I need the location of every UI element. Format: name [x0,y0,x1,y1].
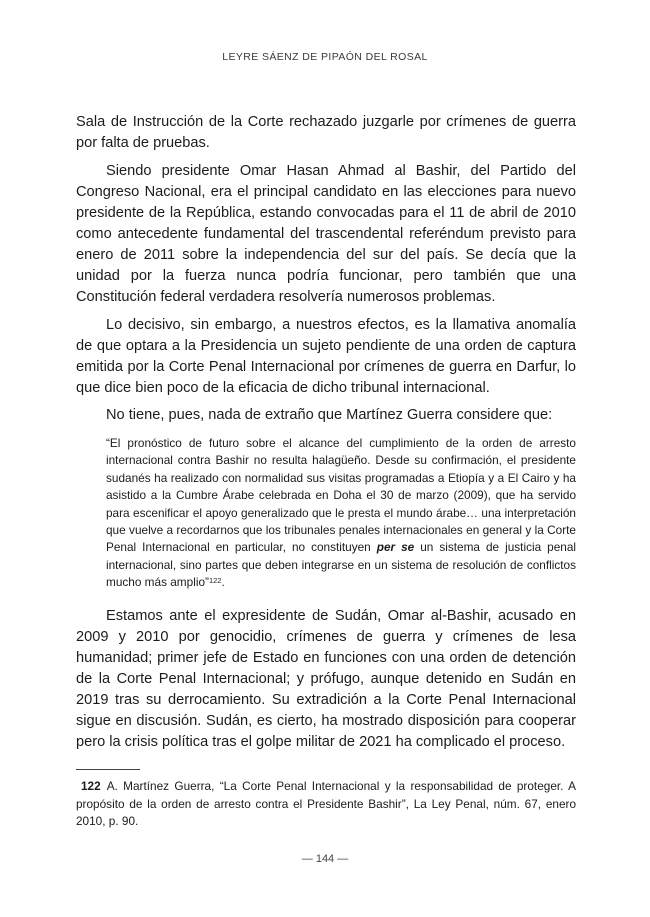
paragraph-5: Estamos ante el expresidente de Sudán, Omar al-Bashir, acusado en 2009 y 2010 por genocidio, crímenes de guerra y crímenes de lesa humanidad; primer jefe de Estado en funciones con una orden de detención de la Corte Penal Internacional; y prófugo, aunque detenido en Sudán en 2019 tras su derrocamiento. Su extradición a la Corte Penal Internacional sigue en discusión. Sudán, es cierto, ha mostrado disposición para cooperar pero la crisis política tras el golpe militar de 2021 ha complicado el proceso. [76,607,576,750]
paragraph-3: Lo decisivo, sin embargo, a nuestros efectos, es la llamativa anomalía de que optara a la Presidencia un sujeto pendiente de una orden de captura emitida por la Corte Penal Internacional por crímenes de guerra en Darfur, lo que dice bien poco de la eficacia de dicho tribunal internacional. [76,317,576,396]
block-quote: “El pronóstico de futuro sobre el alcance del cumplimiento de la orden de arresto internacional contra Bashir no resulta halagüeño. Desde su confirmación, el presidente sudanés ha realizado con normalidad sus visitas programadas a Etiopía y a El Cairo y ha asistido a la Cumbre Árabe celebrada en Doha el 30 de marzo (2009), que ha servido para escenificar el apoyo generalizado que le presta el mundo árabe… una interpretación que vuelve a recordarnos que los tribunales penales internacionales en general y la Corte Penal Internacional en particular, no constituyen per se un sistema de justicia penal internacional, sino partes que deben integrarse en un sistema de resolución de conflictos mucho más amplio”$^{122}$. [106,436,577,590]
footnote-number: 122 [81,779,101,793]
footnote-reference[interactable]: 122 [208,576,222,586]
paragraph-4: No tiene, pues, nada de extraño que Martínez Guerra considere que: [106,407,553,423]
paragraph-1: Sala de Instrucción de la Corte rechazado juzgarle por crímenes de guerra por falta de pruebas. [76,114,576,151]
running-head: LEYRE SÁENZ DE PIPAÓN DEL ROSAL [222,51,428,63]
body-text [76,112,576,753]
footnote-text: A. Martínez Guerra, “La Corte Penal Internacional y la responsabilidad de proteger. A propósito de la orden de arresto contra el Presidente Bashir”, La Ley Penal, núm. 67, enero 2010, p. 90. [76,779,576,829]
quote-emphasis: per se [376,540,415,555]
footnote-rule [76,769,140,770]
footnote [76,778,576,831]
page-number: — 144 — [301,853,349,865]
paragraph-2: Siendo presidente Omar Hasan Ahmad al Bashir, del Partido del Congreso Nacional, era el principal candidato en las elecciones para nuevo presidente de la República, estando convocadas para el 11 de abril de 2010 como antecedente fundamental del trascendental referéndum previsto para enero de 2011 sobre la independencia del sur del país. Se decía que la unidad por la fuerza nunca podría funcionar, pero también que una Constitución federal verdadera resolvería numerosos problemas. [76,163,576,305]
quote-text-end: un sistema de justicia penal internacional, sino partes que deben integrarse en un sistema de resolución de conflictos mucho más amplio” [106,540,577,590]
quote-text-start: “El pronóstico de futuro sobre el alcance del cumplimiento de la orden de arresto internacional contra Bashir no resulta halagüeño. Desde su confirmación, el presidente sudanés ha realizado con normalidad sus visitas programadas a Etiopía y a El Cairo y ha asistido a la Cumbre Árabe celebrada en Doha el 30 de marzo (2009), que ha servido para escenificar el apoyo generalizado que le presta el mundo árabe… una interpretación que vuelve a recordarnos que los tribunales penales internacionales en general y la Corte Penal Internacional en particular, no constituyen [106,436,576,555]
